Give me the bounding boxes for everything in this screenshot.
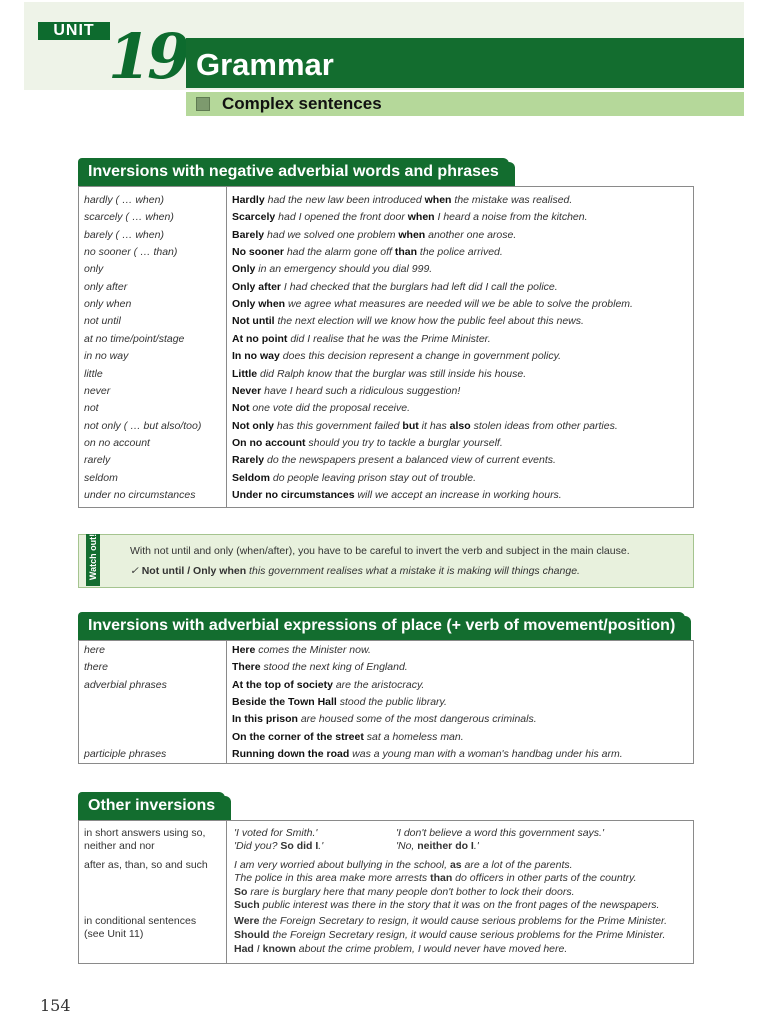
- example-keyword: Were: [234, 915, 260, 927]
- row-example: [232, 296, 633, 313]
- row-label: only: [84, 263, 104, 276]
- example-text: stood the public library.: [336, 695, 447, 708]
- row-label: at no time/point/stage: [84, 332, 185, 345]
- after-as-label: after as, than, so and such: [84, 859, 208, 871]
- example-text: the Foreign Secretary to resign, it would cause serious problems for the Prime Minister.: [259, 915, 668, 927]
- example-text: I am very worried about bullying in the school,: [234, 859, 450, 871]
- example-keyword: Seldom: [232, 471, 270, 484]
- example-keyword: There: [232, 661, 261, 674]
- row-example: [232, 487, 562, 504]
- row-label: only after: [84, 280, 128, 293]
- example-keyword: Rarely: [232, 454, 265, 467]
- example-text: are the aristocracy.: [332, 678, 425, 691]
- example-keyword: than: [394, 246, 417, 259]
- table-row: [79, 418, 693, 435]
- example-text: the Foreign Secretary resign, it would cause serious problems for the Prime Minister.: [269, 929, 666, 941]
- example-text: are housed some of the most dangerous criminals.: [297, 713, 537, 726]
- example-keyword: Running down the road: [232, 747, 350, 760]
- row-example: [232, 366, 526, 383]
- example-text: stood the next king of England.: [260, 661, 408, 674]
- example-keyword: Had: [234, 943, 254, 955]
- page-number: 154: [40, 996, 71, 1015]
- example-keyword: At the top of society: [232, 678, 333, 691]
- example-keyword: known: [262, 943, 296, 955]
- other-inversions-table: [78, 820, 694, 964]
- table-row: [79, 192, 693, 209]
- short-answer-example-1: 'I voted for Smith.' 'Did you? So did I.': [234, 827, 324, 852]
- after-example: [234, 872, 637, 885]
- row-example: [232, 383, 460, 400]
- example-text: did I realise that he was the Prime Minister.: [287, 332, 491, 345]
- place-inversions-table: [78, 640, 694, 764]
- table-row: [79, 227, 693, 244]
- example-text: public interest was there in the story that it was on the front pages of the newspapers.: [259, 898, 660, 911]
- row-example: [232, 418, 618, 435]
- example-text: I had checked that the burglars had left did I call the police.: [281, 280, 558, 293]
- table-row: [79, 366, 693, 383]
- section-heading-other-inversions: Other inversions: [78, 792, 225, 820]
- example-keyword: but: [402, 419, 419, 432]
- table-row: [79, 296, 693, 313]
- example-keyword: Beside the Town Hall: [232, 695, 337, 708]
- example-text: in an emergency should you dial 999.: [255, 263, 433, 276]
- row-example: [232, 452, 556, 469]
- table-row: [79, 209, 693, 226]
- example-keyword: At no point: [232, 332, 288, 345]
- example-text: the police arrived.: [417, 246, 503, 259]
- row-label: on no account: [84, 436, 150, 449]
- example-text: was a young man with a woman's handbag under his arm.: [349, 747, 623, 760]
- short-answer-example-2: 'I don't believe a word this government says.' 'No, neither do I.': [396, 827, 604, 852]
- example-text: do people leaving prison stay out of trouble.: [269, 471, 476, 484]
- row-label: seldom: [84, 471, 118, 484]
- example-keyword: when: [398, 228, 426, 241]
- row-example: [232, 313, 584, 330]
- negative-inversions-table: [78, 186, 694, 508]
- unit-label: UNIT: [38, 22, 110, 40]
- table-row: [79, 452, 693, 469]
- row-example: [232, 711, 537, 728]
- row-example: [232, 261, 432, 278]
- table-row: [79, 746, 693, 763]
- table-row: [79, 313, 693, 330]
- example-text: does this decision represent a change in government policy.: [279, 350, 561, 363]
- example-text: stolen ideas from other parties.: [470, 419, 618, 432]
- table-row: [79, 659, 693, 676]
- example-keyword: Only: [232, 263, 256, 276]
- row-example: [232, 746, 623, 763]
- row-label: no sooner ( … than): [84, 246, 178, 259]
- section-heading-place-inversions: Inversions with adverbial expressions of place (+ verb of movement/position): [78, 612, 685, 640]
- row-label: here: [84, 644, 106, 656]
- table-row: [79, 279, 693, 296]
- example-text: are a lot of the parents.: [461, 859, 573, 871]
- example-keyword: Not: [232, 402, 250, 415]
- example-keyword: Under no circumstances: [232, 488, 355, 501]
- row-label: only when: [84, 298, 132, 311]
- page-title: Grammar: [196, 47, 334, 82]
- section-heading-negative-inversions: Inversions with negative adverbial words and phrases: [78, 158, 509, 186]
- row-example: [232, 192, 572, 209]
- example-text: had I opened the front door: [275, 211, 408, 224]
- example-text: one vote did the proposal receive.: [249, 402, 411, 415]
- watch-out-box: [78, 534, 694, 588]
- example-keyword: So: [234, 885, 248, 898]
- row-example: [232, 331, 491, 348]
- conditional-example: [234, 943, 567, 956]
- table-row: [79, 642, 693, 659]
- row-example: [232, 244, 503, 261]
- after-example: [234, 859, 573, 872]
- example-text: rare is burglary here that many people don't bother to lock their doors.: [247, 885, 575, 898]
- table-row: [79, 677, 693, 694]
- row-label: never: [84, 384, 111, 397]
- example-text: we agree what measures are needed will we be able to solve the problem.: [285, 298, 633, 311]
- conditional-example: [234, 915, 667, 928]
- row-label: in no way: [84, 350, 129, 363]
- table-row: [79, 348, 693, 365]
- row-label: barely ( … when): [84, 228, 164, 241]
- example-keyword: Here: [232, 644, 256, 656]
- row-example: [232, 209, 588, 226]
- table-row: [79, 470, 693, 487]
- row-example: [232, 400, 410, 417]
- example-text: comes the Minister now.: [255, 644, 371, 656]
- example-keyword: In no way: [232, 350, 280, 363]
- example-text: had we solved one problem: [264, 228, 399, 241]
- row-example: [232, 348, 561, 365]
- table-row: [79, 244, 693, 261]
- row-label: rarely: [84, 454, 111, 467]
- example-keyword: Not only: [232, 419, 274, 432]
- example-keyword: Not until: [232, 315, 275, 328]
- row-example: [232, 659, 408, 676]
- table-row: [79, 400, 693, 417]
- unit-number: 19: [108, 20, 187, 93]
- row-example: [232, 470, 476, 487]
- row-label: not until: [84, 315, 121, 328]
- example-text: has this government failed: [274, 419, 403, 432]
- example-text: have I heard such a ridiculous suggestion!: [261, 384, 461, 397]
- example-keyword: Such: [234, 898, 260, 911]
- table-row: [79, 435, 693, 452]
- example-keyword: Barely: [232, 228, 265, 241]
- row-label: participle phrases: [84, 747, 167, 760]
- square-bullet-icon: [196, 97, 210, 111]
- example-keyword: than: [430, 872, 453, 885]
- example-text: had the alarm gone off: [283, 246, 395, 259]
- example-keyword: Only when: [232, 298, 286, 311]
- after-example: [234, 886, 575, 899]
- example-text: the next election will we know how the public feel about this news.: [274, 315, 584, 328]
- after-example: [234, 899, 659, 912]
- watch-out-line2: ✓ Not until / Only when this government realises what a mistake it is making will things change.: [130, 565, 580, 577]
- row-example: [232, 435, 503, 452]
- example-keyword: Scarcely: [232, 211, 276, 224]
- row-label: not: [84, 402, 99, 415]
- example-text: will we accept an increase in working hours.: [354, 488, 562, 501]
- row-example: [232, 677, 424, 694]
- watch-out-line1: With not until and only (when/after), you have to be careful to invert the verb and subject in the main clause.: [130, 545, 630, 557]
- example-text: had the new law been introduced: [264, 194, 425, 206]
- example-text: should you try to tackle a burglar yourself.: [305, 436, 503, 449]
- conditional-example: [234, 929, 665, 942]
- short-answers-label: in short answers using so, neither and nor: [84, 827, 206, 852]
- row-label: hardly ( … when): [84, 194, 164, 206]
- row-label: under no circumstances: [84, 488, 196, 501]
- table-row: [79, 383, 693, 400]
- table-row: [79, 331, 693, 348]
- example-keyword: On the corner of the street: [232, 730, 364, 743]
- example-text: another one arose.: [425, 228, 517, 241]
- column-divider: [226, 821, 227, 963]
- row-label: there: [84, 661, 108, 674]
- row-label: not only ( … but also/too): [84, 419, 202, 432]
- example-text: I heard a noise from the kitchen.: [434, 211, 588, 224]
- row-example: [232, 642, 371, 659]
- example-keyword: In this prison: [232, 713, 298, 726]
- example-text: sat a homeless man.: [363, 730, 464, 743]
- example-text: it has: [418, 419, 450, 432]
- row-label: scarcely ( … when): [84, 211, 174, 224]
- example-text: The police in this area make more arrests: [234, 872, 431, 885]
- example-keyword: On no account: [232, 436, 306, 449]
- example-keyword: also: [449, 419, 471, 432]
- row-example: [232, 279, 558, 296]
- example-text: I: [253, 943, 263, 955]
- example-text: did Ralph know that the burglar was still inside his house.: [257, 367, 527, 380]
- example-text: about the crime problem, I would never have moved here.: [295, 943, 568, 955]
- example-keyword: when: [407, 211, 435, 224]
- table-row: [79, 711, 693, 728]
- table-row: [79, 261, 693, 278]
- row-example: [232, 227, 516, 244]
- example-text: the mistake was realised.: [451, 194, 573, 206]
- example-keyword: Hardly: [232, 194, 265, 206]
- example-keyword: as: [449, 859, 462, 871]
- table-row: [79, 487, 693, 504]
- example-keyword: Little: [232, 367, 258, 380]
- example-keyword: Only after: [232, 280, 282, 293]
- example-text: do officers in other parts of the country.: [452, 872, 637, 885]
- table-row: [79, 694, 693, 711]
- example-keyword: when: [424, 194, 452, 206]
- row-example: [232, 694, 447, 711]
- page-subtitle: Complex sentences: [222, 94, 382, 113]
- example-keyword: No sooner: [232, 246, 284, 259]
- conditional-label: in conditional sentences (see Unit 11): [84, 915, 197, 940]
- row-label: little: [84, 367, 103, 380]
- example-keyword: Never: [232, 384, 262, 397]
- example-text: do the newspapers present a balanced view of current events.: [264, 454, 556, 467]
- watch-out-tab: Watch out!: [86, 534, 100, 586]
- row-label: adverbial phrases: [84, 678, 167, 691]
- example-keyword: Should: [234, 929, 270, 941]
- row-example: [232, 729, 464, 746]
- table-row: [79, 729, 693, 746]
